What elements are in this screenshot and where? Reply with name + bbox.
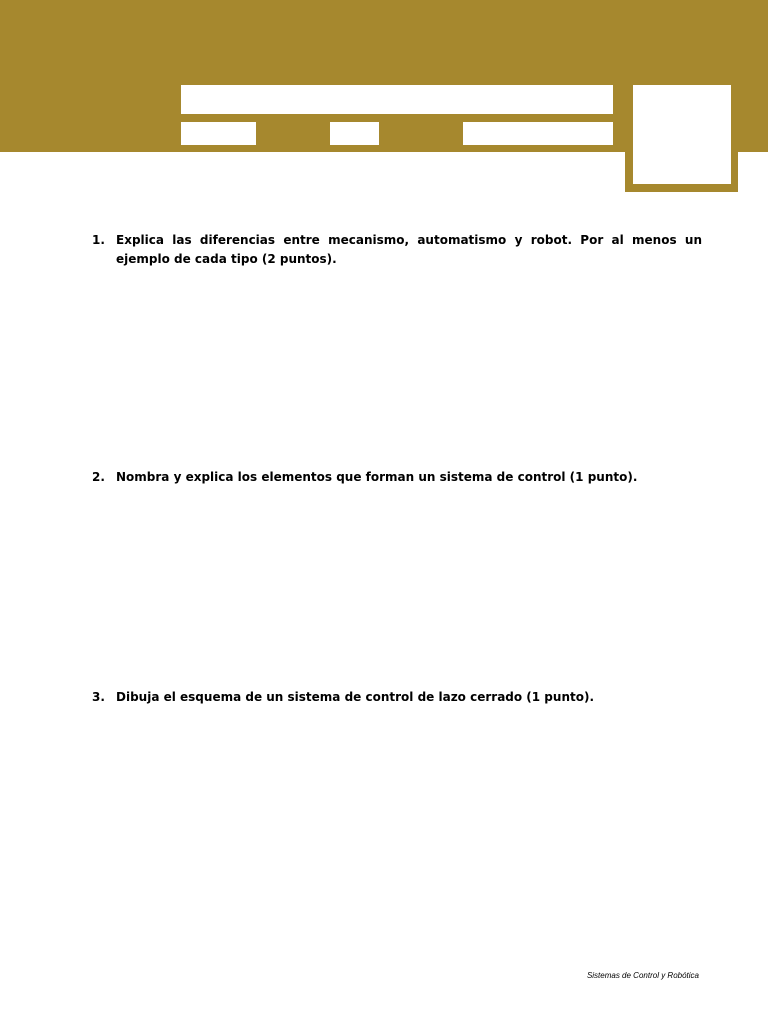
- question-text: Explica las diferencias entre mecanismo, automatismo y robot. Por al menos un ejemplo de cada tipo (2 puntos).: [116, 233, 702, 266]
- name-field[interactable]: [181, 85, 613, 114]
- course-field[interactable]: [181, 122, 256, 145]
- date-field[interactable]: [463, 122, 613, 145]
- question-2: [92, 468, 702, 487]
- question-number: 3.: [92, 690, 105, 704]
- group-field[interactable]: [330, 122, 379, 145]
- question-3: [92, 688, 702, 707]
- question-number: 2.: [92, 470, 105, 484]
- question-1: [92, 231, 702, 269]
- question-number: 1.: [92, 233, 105, 247]
- question-text: Dibuja el esquema de un sistema de control de lazo cerrado (1 punto).: [116, 690, 595, 704]
- page-footer: Sistemas de Control y Robótica: [586, 971, 699, 980]
- grade-box[interactable]: [633, 85, 731, 184]
- question-text: Nombra y explica los elementos que forman un sistema de control (1 punto).: [116, 470, 638, 484]
